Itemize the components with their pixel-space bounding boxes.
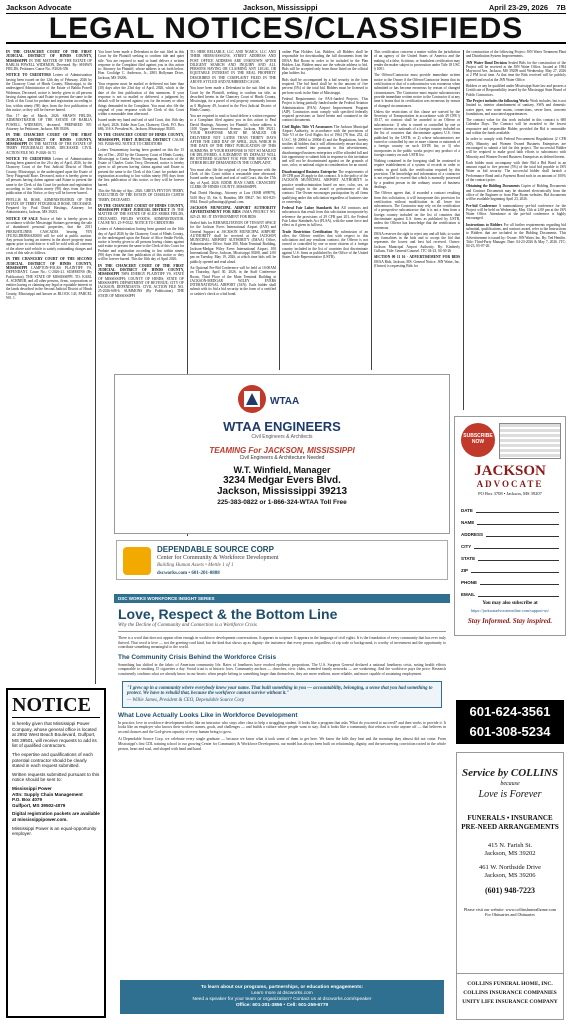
legal-notice-block: [374, 50, 460, 71]
article-cta: [120, 980, 444, 1014]
dsc-site: dscworks.com • 601-201-0888: [157, 571, 220, 576]
legal-notice-heading: NOTICE TO CREDITORS: [6, 156, 51, 161]
notice-heading: NOTICE: [12, 694, 100, 718]
legal-notice-block: [6, 50, 92, 71]
legal-notice-block: [282, 230, 368, 260]
legal-notice-text: The Offeror agrees that, if awarded a contract resulting from this solicitation, it will incorporate this provision for certification without modification in all lower tier subcontracts. The Contractor may rely on the certification of a prospective subcontractor that it is not a firm from a foreign country included on the list of countries that discriminate against U.S. firms as published by USTR, unless the Offeror has knowledge that the certification is erroneous.: [374, 191, 460, 230]
collins-services: FUNERALS • INSURANCE PRE-NEED ARRANGEMENTS: [461, 814, 559, 831]
collins-because: because: [500, 781, 520, 787]
subscribe-field-line[interactable]: [478, 560, 559, 561]
legal-notice-text: Federal Requirements for FAA-funded Projects. This Project is being partially funded under the Federal Aviation Administration (FAA) Airport Improvement Program (AIP). Contractors must comply with specified federally required provisions as listed herein and contained in the contract documents.: [282, 96, 368, 123]
legal-notice-text: This the 9th day of Apr., 2026. GRETA PEYTON TERRY, EXECUTRIX OF THE ESTATE OF CHARLES CURTIS TERRY, DECEASED.: [98, 188, 184, 202]
quote-text: "I grew up in a community where everybody knew your name. That built something in you — accountability, belonging, a sense that you had something to protect. We have to rebuild that, because the workforce cannot survive without it.": [127, 685, 433, 696]
legal-notice-block: [98, 50, 184, 80]
page-header: [6, 2, 566, 14]
subscribe-field[interactable]: [461, 537, 559, 549]
legal-notice-block: [466, 223, 566, 249]
legal-notice-heading: NOTICE OF SALE: [6, 216, 38, 221]
legal-notice-heading: IN THE CHANCERY COURT OF THE FIRST JUDICIAL DISTRICT OF HINDS COUNTY, MISSISSIPPI: [6, 133, 92, 146]
cta-link[interactable]: Learn more at dscworks.com: [251, 991, 313, 996]
collins-website-sub: For Obituaries and Obituaries: [485, 912, 535, 917]
legal-notice-text: The contract value for this work included in this contract is 680 Calendar Days. The Contract will be awarded to the lowest responsive and responsible Bidder, provided the Bid is reasonable and within the funds available.: [466, 118, 566, 136]
paper-city: Jackson, Mississippi: [242, 3, 318, 12]
legal-notice-text: online Plan Holders List. Bidders, all Bidders shall be responsible for downloading the full documents from the JMAA Bid Room in order to be included in the Plan Holders List. Bidders must use the website address to bid. Bids will be accepted only from those listed on the official plan holders list.: [282, 50, 368, 76]
legal-notice-block: [374, 110, 460, 157]
legal-notice-block: [190, 168, 276, 189]
dsc-name: DEPENDABLE SOURCE CORP: [157, 545, 274, 554]
mississippi-power-notice: [6, 688, 106, 1018]
legal-notice-block: [6, 157, 92, 196]
subscribe-field-label: PHONE: [461, 580, 478, 585]
ja-address: PO Box 3708 • Jackson, MS 39207: [478, 491, 542, 496]
legal-column-6: [466, 50, 566, 410]
legal-notice-text: PHYLLIS M. ROSE, ADMINISTRATRIX OF THE ESTATE OF TERRY FITZGERALD ROSE, DECEASED. Prepared by: Paul David Hastings, Attorney for Administratrix, Jackson, MS 39201.: [6, 197, 92, 215]
subscribe-field[interactable]: [461, 573, 559, 585]
legal-notice-block: [98, 133, 184, 146]
legal-notice-heading: NOTICE TO CREDITORS: [6, 73, 51, 78]
legal-notice-block: [374, 255, 460, 268]
notice-paragraph: is hereby given that Mississippi Power Company, whose general office is located at 2992 West Beach Boulevard, Gulfport, MS 39501, will receive requests to add its list of qualified contractors.: [12, 721, 97, 749]
legal-notice-block: [190, 86, 276, 112]
legal-column-1: [6, 50, 92, 684]
subscribe-field[interactable]: [461, 501, 559, 513]
legal-notice-text: You must also file the original of your Response with the Clerk of this Court within a reasonable time afterward. Issued under my hand and seal of said Court, this the 17th day of April, 2026. EDDIE JEAN CARR, CHANCERY CLERK OF HINDS COUNTY, MISSISSIPPI.: [190, 167, 276, 189]
legal-notice-text: Copies of Bidding Documents and Contract Documents may be obtained electronically from the office of the Engineer or from Plan Room websites. Bid documents will be available beginning April 23, 2026.: [466, 184, 566, 202]
legal-notice-heading: JSN Water Bond Decision: [466, 60, 507, 65]
legal-notice-block: [190, 221, 276, 264]
subscribe-field-label: ZIP: [461, 568, 469, 573]
legal-notice-block: [374, 159, 460, 189]
cta-line: To learn about our programs, partnerships, or education engagements:: [200, 985, 364, 990]
cta-phone: Office: 601-201-3856 • Cell: 601-259-6779: [235, 1003, 329, 1008]
wtaa-engineers-ad: [114, 374, 450, 534]
wtaa-name: WTAA ENGINEERS: [223, 419, 341, 434]
legal-notice-block: [466, 84, 566, 97]
subscribe-field-label: STATE: [461, 556, 476, 561]
legal-notice-block: [466, 50, 566, 59]
quote-attribution: — Willie James, President & CEO, Dependable Source Corp: [127, 697, 245, 703]
legal-notice-block: [466, 204, 566, 221]
legal-notice-text: LAMPTON-FOLKS PLAINTIFF VS. DEFENDANT. Cause No.: C-2026-21. SUMMONS (By Publication). THE STATE OF MISSISSIPPI. TO: KARL A. SCHNEIR, and all other persons, firms, corporations or entities having or claiming any legal or equitable interest in the lands described in the Second Judicial District of Hinds County, Mississippi and known as BLOCK 143, PARCEL NO. 1.: [6, 265, 92, 301]
article-band: DSC WORKS WORKFORCE INSIGHT SERIES: [114, 594, 450, 603]
legal-notice-block: [6, 217, 92, 256]
article-paragraph: Something has shifted in the fabric of American community life. Rates of loneliness have reached epidemic proportions. The U.S. Surgeon General declared a national loneliness crisis, noting health effects comparable to smoking 15 cigarettes a day. Social trust is at historic lows. Community anchors — churches, civic clubs, extended family networks — are weakening. And the workforce pays the price. Research consistently confirms what we already know in our hearts: when people belong to something larger than themselves, they are more resilient, more reliable, and more capable of sustaining employment.: [118, 662, 446, 676]
legal-notice-block: [282, 170, 368, 204]
legal-notice-heading: Trade Restriction Certification: [282, 229, 333, 234]
collins-location: 461 W. Northside Drive Jackson, MS 39206: [478, 864, 542, 879]
article-title: Love, Respect & the Bottom Line: [118, 606, 338, 622]
article-paragraph: In practice, love in workforce development looks like an instructor who stays after class to help a struggling student. It looks like a program that asks 'What do you need to succeed?' and then works to provide it. It looks like an employer who knows their workers' names, goals, and challenges — and builds a culture where people want to stay. And it looks like a community that refuses to write anyone off — that believes in second chances and the God-given capacity of every human being to grow.: [118, 720, 446, 734]
legal-notice-text: JMAA reserves the right to reject any and all bids, to waive any formalities in the bids and to accept the bid that represents the lowest and best bid received. Owner: Jackson Municipal Airport Authority. By: Kimberly Cullum, Title: General Counsel. JTC 04-23, 04-30-26: [374, 231, 460, 254]
phone-number: 601-624-3561: [469, 704, 551, 719]
ja-site-label: You may also subscribe at: [482, 601, 538, 606]
subscribe-field-line[interactable]: [474, 548, 559, 549]
phone-banner: [456, 700, 564, 744]
ja-url[interactable]: https://jacksonadvocateonline.com/support-us/: [470, 608, 550, 613]
column-divider: [279, 50, 280, 370]
legal-notice-text: Bids shall be accompanied by a bid security in the form required. The bid bond shall be in the amount of five percent (5%) of the total bid. Bidders must be licensed to perform work in the State of Mississippi.: [282, 77, 368, 95]
issue-date: April 23-29, 2026 7B: [488, 3, 566, 12]
collins-footer: [457, 973, 563, 1019]
legal-notice-text: Nothing contained in the foregoing shall be construed to require establishment of a system of records in order to render, in good faith, the certification required by this provision. The knowledge and information of a contractor is not required to exceed that which is normally possessed by a prudent person in the ordinary course of business dealings.: [374, 159, 460, 189]
legal-notice-heading: Disadvantaged Business Enterprise: [282, 169, 337, 174]
legal-notice-block: [466, 161, 566, 182]
notice-paragraph: Written requests submitted pursuant to this notice should be sent to:: [12, 771, 100, 783]
legal-notice-heading: JACKSON MUNICIPAL AIRPORT AUTHORITY ADVERTISEMENT FOR BIDS: [190, 206, 276, 215]
wtaa-tagline: Civil Engineers & Architecture Needed: [239, 455, 325, 461]
wtaa-phone: 225-383-0822 or 1-866-324-WTAA Toll Free: [217, 499, 347, 506]
notice-address: Mississippi Power Attn: Supply Chain Management P.O. Box 4079 Gulfport, MS 39502-4079: [12, 785, 83, 808]
legal-notice-text: IN THE MATTER OF THE ESTATE OF ALICE SMIKE FIELDS, DECEASED. FIELDS WOODS, ADMINISTRATOR. CAUSE NO. 25-P-0522. NOTICE TO CREDITORS: [98, 208, 184, 225]
subscribe-ad: [454, 416, 566, 636]
collins-phone: (601) 948-7223: [485, 886, 535, 895]
subscribe-field-line[interactable]: [478, 596, 559, 597]
legal-notice-text: CAUSE NO. P2026-802. NOTICE TO CREDITORS: [98, 137, 184, 146]
legal-notice-text: Unless the restrictions of this clause are waived by the Secretary of Transportation in accordance with 49 CFR § 30.17, no contract shall be awarded to an Offeror or subcontractor: 1) who is owned or controlled by one or more citizens or nationals of a foreign country included on the list of countries that discriminate against U.S. firms published by the USTR; or 2) whose subcontractors are owned or controlled by one or more citizens or nationals of a foreign country on such USTR list; or 3) who incorporates in the public works project any product of a foreign country on such USTR list.: [374, 109, 460, 157]
legal-notice-block: [466, 118, 566, 135]
legal-notice-block: [6, 114, 92, 131]
subscribe-field-line[interactable]: [471, 572, 559, 573]
subscribe-field-label: CITY: [461, 544, 472, 549]
legal-notice-block: [466, 184, 566, 201]
legal-notice-heading: IN THE CHANCERY COURT OF HINDS COUNTY, MISSISSIPPI FIRST JUDICIAL DISTRICT: [98, 203, 184, 213]
legal-notice-text: By submission of an offer, the Offeror certifies that with respect to this solicitation and any resultant contract, the Offeror is not owned or controlled by one or more citizens of a foreign country included in the list of countries that discriminate against U.S. firms as published by the Office of the United States Trade Representative (USTR).: [282, 229, 368, 260]
collins-headline: Service by COLLINS: [462, 767, 558, 779]
legal-notice-text: IN THE MATTER OF THE ESTATE OF TERRY FITZGERALD ROSE, DECEASED. CIVIL ACTION FILE NO. P-2026-16 T1: [6, 141, 92, 155]
subscribe-field-label: DATE: [461, 508, 473, 513]
subscribe-field-line[interactable]: [476, 512, 559, 513]
legal-notice-block: [374, 232, 460, 253]
legal-notice-text: Letters of Administration having been issued on the 12th day of February, 2026 by the Chancery Court of Hinds County, Mississippi, to the undersigned Administrator of the Estate of Bablia Powell Widemon, Deceased, notice is hereby given to all persons having claims against said Estate to present the same to the Clerk of this Court for probate and registration according to law, within ninety (90) days from the first publication of this notice, or they will be forever barred.: [6, 73, 92, 112]
column-divider: [371, 50, 372, 370]
wtaa-tagline: Civil Engineers & Architects: [251, 434, 313, 440]
dsc-line: Building Human Assets • Mettle 1 of 1: [157, 563, 234, 568]
legal-notice-heading: IN THE CHANCERY COURT OF THE FIRST JUDICIAL DISTRICT OF HINDS COUNTY, MISSISSIPPI: [98, 263, 184, 277]
legal-column-3: [190, 50, 276, 370]
subscribe-field-line[interactable]: [480, 584, 559, 585]
legal-notice-text: Your response must be mailed or delivered not later than (30) days after the 23rd day of April, 2026, which is the date of the first publication of this summons. If your response is not so mailed or delivered, a judgment by default will be entered against you for the money or other things demanded in the Complaint. You must also file the original of your response with the Clerk of this Court within a reasonable time afterward.: [98, 82, 184, 117]
legal-notice-block: [98, 189, 184, 202]
newspaper-stack-icon: [499, 423, 561, 459]
subscribe-field-label: NAME: [461, 520, 475, 525]
legal-notice-text: You are required to mail or hand deliver a written response to a Complaint filed against you in this action to Paul David Hastings, Attorney for Plaintiff, whose address is 1100 Upper Greenwood Avenue, Jackson, MS 39211. YOUR RESPONSE MUST BE MAILED OR DELIVERED NOT LATER THAN THIRTY DAYS AFTER THE 23RD DAY OF APRIL, 2026, WHICH IS THE DATE OF THE FIRST PUBLICATION OF THIS SUMMONS. IF YOUR RESPONSE IS NOT SO MAILED OR DELIVERED, A JUDGMENT BY DEFAULT WILL BE ENTERED AGAINST YOU FOR THE MONEY OR OTHER RELIEF DEMANDED IN THE COMPLAINT.: [190, 114, 276, 166]
legal-notice-text: This certification concerns a matter within the jurisdiction of an agency of the United States of America and the making of a false, fictitious, or fraudulent certification may render the maker subject to prosecution under Title 18 USC § 1001.: [374, 50, 460, 72]
wtaa-address: Jackson, Mississippi 39213: [216, 486, 348, 497]
collins-company: COLLINS FUNERAL HOME, INC.: [467, 981, 553, 987]
subscribe-field-label: ADDRESS: [461, 532, 484, 537]
legal-notice-block: [282, 78, 368, 95]
dsc-banner: [116, 540, 448, 580]
legal-notice-block: [374, 73, 460, 107]
subscribe-field-line[interactable]: [486, 536, 559, 537]
wtaa-address: 3234 Medgar Evers Blvd.: [223, 475, 341, 486]
legal-notice-block: [466, 99, 566, 116]
page-number: 7B: [556, 3, 566, 12]
legal-notice-text: Paul David Hastings, Attorney at Law (MSB #99979), 5410 Hwy 35, Ste. 6, Brandon, MS 39047. Tel: 601-825-0944. Email: pdhastings@gmail.com.: [190, 191, 276, 204]
legal-notice-block: [466, 61, 566, 82]
cta-line: Need a speaker for your team or organization? Contact us at dscworks.com/speaker: [192, 997, 372, 1002]
dsc-article: [114, 594, 450, 1018]
legal-notice-text: TO: HEIR RELIABLE, LLC AND NGMCS, LLC AND THEIR HEIRS/ASSIGNS, STREET ADDRESS AND POST OFFICE ADDRESS ARE UNKNOWN AFTER DILIGENT SEARCH AND INQUIRY AND ALL PERSONS HAVING OR CLAIMING ANY LEGAL OR EQUITABLE INTEREST IN THE REAL PROPERTY DESCRIBED IN THE COMPLAINT FILED IN THE ABOVE STYLED AND NUMBERED CAUSE.: [190, 50, 276, 85]
legal-notice-text: Letters of Administration having been granted on the 16th day of April 2026 by the Chancery Court of Hinds County, to the undersigned upon the Estate of Alice Smike Fields, notice is hereby given to all persons having claims against said estate to present the same to the Clerk of this Court for Probate and registration according to law within ninety (90) days from the first publication of this notice or they will be forever barred. This the 16th day of April 2026.: [98, 227, 184, 262]
legal-notice-text: Letters Testamentary having been granted on this the 15 day of Dec., 2025 by the Chancery Court of Hinds County, Mississippi to Gretta Peyton Thompson, Executrix of the Estate of Charles Curtis Terry, Deceased, notice is hereby given to all persons having claims against said Estate to present the same to the Clerk of this Court for probate and registration according to law within ninety (90) days from the first publication of this notice, or they will be forever barred.: [98, 148, 184, 187]
legal-notice-text: In order to comply with Federal Procurement Regulations (2 CFR 200), Minority and Women Owned Business Enterprises are encouraged to submit a bid for this project. The successful Bidder will be required to make good faith efforts to subcontract with Minority and Women Owned Business Enterprises as defined herein.: [466, 137, 566, 159]
ja-brand-sub: ADVOCATE: [476, 479, 544, 489]
legal-notice-text: Bidders or any be qualified under Mississippi State law and possess a Certificate of Responsibility issued by the Mississippi State Board of Public Contractors.: [466, 84, 566, 97]
legal-notice-text: The requirements of 49 CFR part 26 apply to this contract. It is the policy of the JACKSON MUNICIPAL AIRPORT AUTHORITY to practice nondiscrimination based on race, color, sex, or national origin in the award or performance of this contract. The Owner encourages participation by all firms qualifying under this solicitation regardless of business size or ownership.: [282, 169, 368, 204]
subscribe-field[interactable]: [461, 549, 559, 561]
legal-notice-text: IN THE MATTER OF THE ESTATE OF BABLIA POWELL WIDEMON, Deceased. By: SHAWN FIELDS, Petitioner. Cause No.: P2026-356: [6, 58, 92, 72]
collins-tagline: Love is Forever: [478, 789, 542, 800]
legal-notice-heading: SECTION 00 11 16 - ADVERTISEMENT FOR BIDS: [374, 255, 460, 260]
subscribe-badge: SUBSCRIBE NOW: [461, 423, 495, 457]
legal-notice-text: Each bidder must accompany with their Bid a Bid Bond in an amount equal to five percent (5%) of the total bid payable to JSN Water as bid security. The successful bidder shall furnish a Performance Bond and a Payment Bond each in an amount of 100% of the contract price.: [466, 160, 566, 183]
subscribe-form: [461, 501, 559, 597]
ja-brand: JACKSON: [474, 463, 546, 479]
legal-notice-text: JMAA Bids, Jackson, MS. General Notice. JSN Water, Inc. (Owner) is requesting Bids for: [374, 259, 460, 268]
legal-notice-text: For all further requirements regarding bid submittal, qualifications, and contract award, refer to the Instructions to Bidders that are included in the Bidding Documents. This Advertisement is issued by: Owner: JSN Water, Inc. By: Ted Henifin. Title: Third-Party Manager. Date: 04-23-2026 & May 7, 2026. JTC: 04-23, 05-07-26: [466, 222, 566, 249]
svg-text:WTAA: WTAA: [270, 396, 300, 407]
dsc-logo-icon: [123, 547, 151, 575]
subscribe-field[interactable]: [461, 513, 559, 525]
legal-notice-block: [190, 206, 276, 219]
paper-name: Jackson Advocate: [6, 3, 72, 12]
legal-notice-block: [98, 82, 184, 116]
legal-notice-block: [374, 191, 460, 230]
legal-notice-text: Sealed Bids for the construction of the Project will be received at the JSN Water Office, located at 1984 Maywood Ave, Jackson, MS 39209 until Wednesday, May 27, 2026 at 2 PM local time. At that time the Bids received will be publicly opened and read at the JSN Water Office.: [466, 60, 566, 82]
article-heading: What Love Actually Looks Like in Workforce Development: [118, 711, 298, 719]
collins-company: COLLINS INSURANCE COMPANIES: [463, 990, 557, 996]
legal-notice-heading: The Project includes the following Work:: [466, 98, 530, 103]
legal-notice-heading: Pre-bid Conference: [466, 203, 497, 208]
legal-notice-text: JAMA PROJECT NO. 025-25. RE: IT ENVIRONMENT FOR BIDS: [190, 210, 276, 219]
legal-notice-heading: Federal Fair Labor Standards Act: [282, 206, 340, 211]
legal-notice-block: [6, 133, 92, 154]
legal-notice-heading: IN THE CHANCERY COURT OF THE FIRST JUDICIAL DISTRICT OF HINDS COUNTY, MISSISSIPPI: [6, 50, 92, 63]
collins-company: UNITY LIFE INSURANCE COMPANY: [462, 999, 558, 1005]
legal-notice-block: [282, 50, 368, 76]
legal-column-5: [374, 50, 460, 410]
legal-notice-block: [282, 97, 368, 123]
article-paragraph: At Dependable Source Corp, we celebrate every single graduate — because we know what it took some of them to get here. We know the bills they beat and the mornings they almost did not come. From Mississippi's first CDL training school to our growing Center for Community & Workforce Development, our model has always been built on relationship, dignity, and the unwavering conviction rooted in the whole person, heart and soul, and shaped with head and hand.: [118, 737, 446, 751]
legal-column-4: [282, 50, 368, 370]
legal-notice-text: You have been made a Defendant in the suit filed in this Court by the Plaintiff, seeking to confirm tax title, as described herein in the Chancery Court of Hinds County, Mississippi, for a parcel of real property commonly known as 0 Highway 49, located in the First Judicial District of Hinds County.: [190, 86, 276, 112]
legal-notice-block: [98, 227, 184, 261]
collins-location: 415 N. Farish St. Jackson, MS 39202: [484, 842, 536, 857]
article-heading: The Community Crisis Behind the Workforce Crisis: [118, 653, 277, 661]
legal-notice-block: [98, 264, 184, 298]
subscribe-field[interactable]: [461, 561, 559, 573]
notice-paragraph: Digital registration packets are available at mississippipower.com.: [12, 811, 100, 822]
legal-notice-heading: Obtaining the Bidding Documents: [466, 184, 520, 189]
legal-notice-heading: IN THE CHANCERY COURT OF HINDS COUNTY, MISSISSIPPI, FIRST JUDICIAL DISTRICT: [98, 133, 184, 142]
legal-notice-text: Notice of Sale is hereby given in accordance with the Mississippi Statutes governing the sale of abandoned personal properties, that the 2011 FREIGHTLINER CASCADIA bearing VIN 1FUJGLDR8BSAZ0000 will be sold at public auction. Any person having an interest in the above property must appear prior to said date or it will be sold with all contents of the above said vehicle to satisfy outstanding charges and costs of this sale as follows.: [6, 216, 92, 256]
legal-notice-block: [282, 206, 368, 227]
article-paragraph: There is a word that does not appear often enough in workforce development conversations. It appears in scripture. It appears in the language of civil rights. It is the foundation of every community that has ever truly thrived. That word is love — not the greeting-card kind, but the kind that shows up as dignity: the insistence that every person, regardless of zip code or background, is worthy of investment and the opportunity to contribute something meaningful to the world.: [118, 636, 446, 650]
legal-notice-text: Sealed bids for REHABILITATION OF TENANT SPACE for the Jackson Evers International Airport (JAN) and General Support at JACKSON MUNICIPAL AIRPORT AUTHORITY shall be received at the JACKSON MUNICIPAL AIRPORT AUTHORITY (JMAA) Office, Administrative Office, Suite 300, Main Terminal Building, Jackson-Medgar Wiley Evers International Airport, 100 International Drive, Jackson, Mississippi 39208, until 2:00 pm on Tuesday, May 19, 2026, at which time bids will be publicly opened and read aloud.: [190, 220, 276, 264]
legal-notice-text: All contracts and subcontracts that result from this solicitation incorporate by reference the provisions of 29 CFR part 201, the Federal Fair Labor Standards Act (FLSA), with the same force and effect as if given in full text.: [282, 206, 368, 228]
legal-notice-text: Work includes, but is not limited to, interior abandonment of sanitary, SWA and domestic water pipes, new water mains, connections, sewer lines, concrete foundations, and associated appurtenances.: [466, 98, 566, 116]
legal-notice-heading: IN THE CHANCERY COURT OF THE SECOND JUDICIAL DISTRICT OF HINDS COUNTY, MISSISSIPPI: [6, 257, 92, 270]
legal-notice-text: the construction of the following Project: JSN Water Treatment Plant and Distribution System Improvements.: [466, 50, 566, 59]
legal-notice-block: [98, 148, 184, 187]
legal-notice-block: [6, 198, 92, 215]
legal-notice-block: [190, 114, 276, 166]
dsc-line: Center for Community & Workforce Development: [157, 555, 279, 561]
column-divider: [463, 50, 464, 410]
notice-paragraph: Mississippi Power is an equal-opportunity employer.: [12, 825, 97, 837]
legal-notice-text: This 17 day of March, 2026. SHAWN FIELDS, ADMINISTRATOR OF THE ESTATE OF BABLIA POWELL WIDEMON, deceased. PREPARED BY: Attorney for Petitioner, Jackson, MS 39206.: [6, 114, 92, 132]
legal-notice-text: An Optional Pre-Bid Conference will be held at 10:00AM on Thursday, April 30, 2026, in the Staff Conference Room, Third Floor of the Main Terminal Building at JACKSON-MEDGAR WILEY EVERS INTERNATIONAL AIRPORT (JAN). Each bidder shall submit with its bid a bid security in the form of a certified or cashier's check or a bid bond.: [190, 265, 276, 296]
legal-notice-block: [6, 257, 92, 300]
legal-notice-block: [98, 204, 184, 225]
legal-notice-text: Letters of Administration having been granted on the 21st day of April, 2026, by the Chancery Court of the First Judicial District of Hinds County, Mississippi, to the undersigned upon the Estate of Terry Fitzgerald Rose, Deceased, notice is hereby given to all persons having claims against said Estate to present the same to the Clerk of this Court for probate and registration according to law within ninety (90) days from the first publication of this Notice, or they will be forever barred.: [6, 156, 92, 196]
legal-notice-text: A nonmandatory pre-bid conference for the Project will be held on Wednesday, May 13th at 2:00 pm at the JSN Water Office. Attendance at the pre-bid conference is highly encouraged.: [466, 203, 566, 221]
subscribe-field[interactable]: [461, 585, 559, 597]
legal-notice-text: You have been made a Defendant in the suit filed in this Court by the Plaintiff seeking to confirm title and quiet title. You are required to mail or hand deliver a written response to the Complaint filed against you in this action to: Attorney for Plaintiff, whose address is set forth below. Hon. Coolidge C. Anderson, Jr., 2803 Hollyman Drive, Jackson, MS 39206.: [98, 50, 184, 80]
legal-notice-text: Issued under my hand and seal of said Court, this 16th day of April, 2026. Eddie Jean Carr, Chancery Clerk. P.O. Box 686, 316 S. President St., Jackson, Mississippi 39205.: [98, 118, 184, 132]
legal-notice-block: [98, 118, 184, 131]
phone-number: 601-308-5234: [469, 724, 551, 739]
subscribe-field-line[interactable]: [477, 524, 559, 525]
subscribe-field-label: EMAIL: [461, 592, 475, 597]
legal-notice-text: The Jackson Municipal Airport Authority, in accordance with the provisions of Title VI of the Civil Rights Act of 1964 (78 Stat. 252, 42 U.S.C. §§ 2000d to 2000d-4) and the Regulations, hereby notifies all bidders that it will affirmatively ensure that any contract entered into pursuant to this advertisement, disadvantaged business enterprises will be afforded full and fair opportunity to submit bids in response to this invitation and will not be discriminated against on the grounds of race, color, or national origin in consideration for an award.: [282, 124, 368, 168]
legal-notice-text: The Offeror/Contractor must provide immediate written notice to the Owner if the Offeror/Contractor learns that its certification or that of a subcontractor was erroneous when submitted or has become erroneous by reason of changed circumstances. The Contractor must require subcontractors provide immediate written notice to the Contractor if at any time it learns that its certification was erroneous by reason of changed circumstances.: [374, 73, 460, 108]
legal-notice-heading: Instructions to Bidders: [466, 222, 503, 227]
column-divider: [95, 50, 96, 684]
ja-motto: Stay Informed. Stay inspired.: [467, 617, 553, 625]
legal-notice-block: [466, 137, 566, 158]
legal-notice-block: [282, 125, 368, 168]
section-title: LEGAL NOTICES/CLASSIFIEDS: [6, 14, 566, 44]
wtaa-contact: W.T. Winfield, Manager: [233, 465, 331, 475]
wtaa-teaming: TEAMING For JACKSON, MISSISSIPPI: [209, 446, 355, 455]
article-subtitle: Why the Decline of Community and Connection is a Workforce Crisis: [118, 623, 446, 632]
article-quote: [122, 681, 442, 708]
notice-paragraph: The expertise and qualifications of each potential contractor should be clearly stated in each request submitted.: [12, 751, 93, 769]
collins-website[interactable]: Please visit our website: www.collinsfuneralhome.com: [463, 907, 557, 912]
legal-notice-text: TSPA ENERGY PLAINTIFF VS. STATE OF MISSISSIPPI; COUNTY OF HINDS; STATE OF MISSISSIPPI; DEPARTMENT OF REVENUE; CITY OF JACKSON, DEFENDANTS. CIVIL ACTION FILE NO. 25-2026-608-6. SUMMONS (By Publication). THE STATE OF MISSISSIPPI: [98, 272, 184, 298]
wtaa-logo-icon: [232, 379, 332, 419]
legal-notice-heading: Civil Rights Title VI Assurances: [282, 124, 333, 129]
legal-notice-block: [190, 266, 276, 296]
legal-notice-block: [6, 73, 92, 112]
legal-notice-block: [190, 191, 276, 204]
legal-notice-block: [190, 50, 276, 84]
collins-funeral-ad: [456, 752, 564, 1020]
subscribe-field[interactable]: [461, 525, 559, 537]
